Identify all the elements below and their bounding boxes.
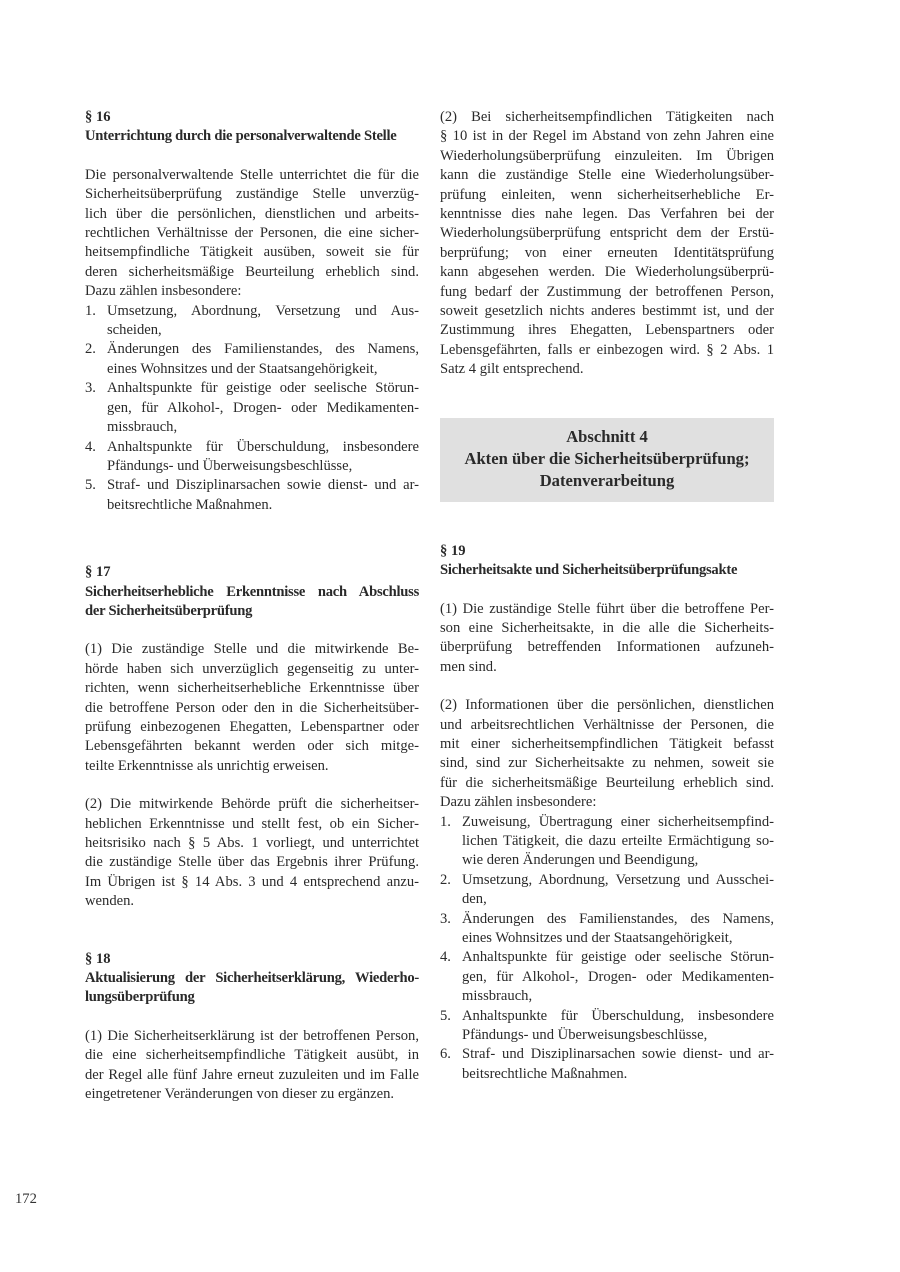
text-line: Zustimmung ihres Ehegatten, Lebenspartners oder (440, 322, 774, 339)
text-line: die zuständige Stelle über das Ergebnis ihrer Prüfung. (85, 854, 419, 871)
section-title (85, 583, 419, 622)
text-line: wenden. (85, 893, 135, 910)
list-item (440, 1045, 774, 1084)
text-line: lich über die persönlichen, dienstlichen und arbeits- (85, 205, 419, 222)
list-item (85, 379, 419, 437)
text-line: soweit gesetzlich nichts anderes bestimmt ist, und der (440, 303, 774, 320)
text-line: der Regel alle fünf Jahre erneut zuzuleiten und im Falle (85, 1066, 419, 1083)
chapter-heading-box (440, 418, 774, 502)
text-line: teilte Erkenntnisse als unrichtig erweisen. (85, 757, 329, 774)
list-item (440, 871, 774, 910)
text-line: sind, sind zur Sicherheitsakte zu nehmen, soweit sie (440, 755, 774, 772)
text-line: hörde haben sich unverzüglich gegenseitig zu unter- (85, 660, 419, 677)
text-line: (2) Bei sicherheitsempfindlichen Tätigkeiten nach (440, 109, 774, 125)
text-line: prüfung einbezogenen Ehegatten, Lebenspartner oder (85, 718, 419, 735)
title-line: lungsüberprüfung (85, 989, 195, 1006)
text-line: (1) Die zuständige Stelle führt über die betroffene Per- (440, 600, 774, 617)
text-line: (1) Die Sicherheitserklärung ist der betroffenen Person, (85, 1027, 419, 1044)
section-16 (85, 108, 419, 515)
section-16-intro (85, 166, 419, 302)
text-line: wie deren Änderungen und Beendigung, (462, 852, 699, 869)
list-item (440, 948, 774, 1006)
list-item (85, 476, 419, 515)
spacer (440, 502, 774, 542)
list-item (440, 1007, 774, 1046)
text-line: Umsetzung, Abordnung, Versetzung und Ausschei- (462, 871, 774, 888)
text-line: Anhaltspunkte für geistige oder seelische Störun- (462, 949, 774, 966)
list-number: 3. (440, 910, 451, 927)
text-line: Änderungen des Familienstandes, des Namens, (462, 910, 774, 927)
text-line: Anhaltspunkte für Überschuldung, insbesondere (462, 1007, 774, 1024)
text-line: missbrauch, (107, 419, 178, 436)
title-line: Aktualisierung der Sicherheitserklärung, Wiederho- (85, 970, 419, 987)
list-number: 5. (440, 1007, 451, 1024)
text-line: Zuweisung, Übertragung einer sicherheitsempfind- (462, 813, 774, 830)
text-line: für die sicherheitsmäßige Beurteilung erheblich sind. (440, 774, 774, 791)
list-number: 2. (85, 341, 96, 358)
text-line: (2) Die mitwirkende Behörde prüft die sicherheitser- (85, 796, 419, 813)
list-number: 5. (85, 477, 96, 494)
text-line: Straf- und Disziplinarsachen sowie dienst- und ar- (462, 1046, 774, 1063)
text-line: kann die zuständige Stelle eine Wiederholungsüber- (440, 167, 774, 184)
text-line: eines Wohnsitzes und der Staatsangehörigkeit, (107, 360, 378, 377)
title-line: der Sicherheitsüberprüfung (85, 602, 253, 619)
section-number: § 19 (440, 542, 466, 559)
text-line: Umsetzung, Abordnung, Versetzung und Aus- (107, 302, 419, 319)
text-line: beitsrechtliche Maßnahmen. (107, 496, 273, 513)
list-number: 4. (85, 438, 96, 455)
list-number: 1. (85, 302, 96, 319)
list-number: 4. (440, 949, 451, 966)
text-line: Anhaltspunkte für Überschuldung, insbesondere (107, 438, 419, 455)
list-item (85, 302, 419, 341)
text-line: überprüfung betreffenden Informationen aufzuneh- (440, 639, 774, 656)
text-line: richten, wenn sicherheitserhebliche Erkenntnisse über (85, 680, 419, 697)
left-column (85, 108, 419, 1104)
section-number: § 17 (85, 564, 111, 581)
list-item (440, 813, 774, 871)
section-17-para-2 (85, 795, 419, 911)
chapter-title-line: Datenverarbeitung (539, 470, 675, 490)
section-number: § 18 (85, 950, 111, 967)
chapter-title-line: Akten über die Sicherheitsüberprüfung; (464, 448, 750, 468)
section-19-list (440, 813, 774, 1085)
text-line: (1) Die zuständige Stelle und die mitwirkende Be- (85, 641, 419, 658)
list-item (85, 438, 419, 477)
text-line: Lebensgefährten, falls er einbezogen wird. § 2 Abs. 1 (440, 341, 774, 358)
section-17 (85, 563, 419, 912)
text-line: die betroffene Person oder den in die Sicherheitsüber- (85, 699, 419, 716)
text-line: kann abgesehen werden. Die Wiederholungsüberprü- (440, 264, 774, 281)
text-line: Satz 4 gilt entsprechend. (440, 361, 584, 378)
text-line: son eine Sicherheitsakte, in die alle die Sicherheits- (440, 619, 774, 636)
chapter-number: Abschnitt 4 (566, 426, 648, 446)
text-line: Änderungen des Familienstandes, des Namens, (107, 341, 419, 358)
section-title (85, 969, 419, 1008)
text-line: und arbeitsrechtlichen Verhältnisse der Personen, die (440, 716, 774, 733)
text-line: § 10 ist in der Regel im Abstand von zehn Jahren eine (440, 128, 774, 145)
section-19-para-2 (440, 696, 774, 812)
text-line: fung bedarf der Zustimmung der betroffenen Person, (440, 283, 774, 300)
text-line: heitsempfindliche Tätigkeit ausüben, soweit sie für (85, 244, 419, 261)
text-line: Pfändungs- und Überweisungsbeschlüsse, (462, 1027, 708, 1044)
text-line: deren sicherheitsmäßige Beurteilung erheblich sind. (85, 263, 419, 280)
text-line: rechtlichen Verhältnisse der Personen, die eine sicher- (85, 225, 419, 242)
text-line: Die personalverwaltende Stelle unterrichtet die für die (85, 166, 419, 183)
text-line: (2) Informationen über die persönlichen, dienstlichen (440, 697, 774, 714)
text-line: berprüfung; von einer erneuten Identitätsprüfung (440, 244, 774, 261)
text-line: Lebensgefährten bekannt werden oder sich mitge- (85, 738, 419, 755)
text-line: Wiederholungsüberprüfung einzuleiten. Im Übrigen (440, 147, 774, 164)
page-number: 172 (15, 1191, 37, 1207)
title-line: Unterrichtung durch die personalverwaltende Stelle (85, 128, 397, 145)
text-line: Dazu zählen insbesondere: (85, 283, 242, 300)
text-line: gen, für Alkohol-, Drogen- oder Medikamenten- (107, 399, 419, 416)
text-line: beitsrechtliche Maßnahmen. (462, 1065, 628, 1082)
text-line: heitsrisiko nach § 5 Abs. 1 vorliegt, und unterrichtet (85, 835, 419, 851)
text-line: lichen Tätigkeit, die dazu erteilte Ermächtigung so- (462, 832, 774, 849)
section-18-para-2 (440, 108, 774, 380)
text-line: eines Wohnsitzes und der Staatsangehörigkeit, (462, 930, 733, 946)
text-line: men sind. (440, 658, 497, 675)
text-line: gen, für Alkohol-, Drogen- oder Medikamenten- (462, 968, 774, 985)
section-title (85, 127, 419, 146)
list-number: 2. (440, 871, 451, 888)
section-19 (440, 542, 774, 1085)
text-line: Straf- und Disziplinarsachen sowie dienst- und ar- (107, 477, 419, 494)
right-column (440, 108, 774, 1084)
title-line: Sicherheitsakte und Sicherheitsüberprüfungsakte (440, 562, 738, 579)
text-line: prüfung einleiten, wenn sicherheitserhebliche Er- (440, 186, 774, 203)
text-line: die eine sicherheitsempfindliche Tätigkeit ausübt, in (85, 1047, 419, 1064)
text-line: Dazu zählen insbesondere: (440, 794, 597, 811)
text-line: Pfändungs- und Überweisungsbeschlüsse, (107, 457, 353, 474)
section-18-para-1 (85, 1027, 419, 1105)
text-line: Sicherheitsüberprüfung zuständige Stelle unverzüg- (85, 186, 419, 203)
text-line: missbrauch, (462, 988, 533, 1005)
section-17-para-1 (85, 640, 419, 776)
spacer (85, 515, 419, 563)
text-line: Wiederholungsüberprüfung entspricht dem der Erstü- (440, 225, 774, 242)
text-line: scheiden, (107, 322, 162, 339)
text-line: mit einer sicherheitsempfindlichen Tätigkeit befasst (440, 735, 774, 752)
text-line: kenntnisse dies nahe legen. Das Verfahren bei der (440, 206, 774, 223)
section-19-para-1 (440, 600, 774, 678)
text-line: Anhaltspunkte für geistige oder seelische Störun- (107, 380, 419, 397)
section-18 (85, 950, 419, 1105)
list-number: 3. (85, 380, 96, 397)
list-item (440, 910, 774, 949)
text-line: den, (462, 891, 487, 908)
text-line: heblichen Erkenntnisse und stellt fest, ob ein Sicher- (85, 815, 419, 832)
section-number: § 16 (85, 109, 111, 125)
text-line: eingetretener Veränderungen von dieser zu ergänzen. (85, 1086, 395, 1103)
title-line: Sicherheitserhebliche Erkenntnisse nach Abschluss (85, 583, 419, 600)
section-16-list (85, 302, 419, 515)
section-title (440, 561, 774, 580)
list-item (85, 340, 419, 379)
spacer (85, 912, 419, 950)
text-line: Im Übrigen ist § 14 Abs. 3 und 4 entsprechend anzu- (85, 873, 419, 890)
list-number: 1. (440, 813, 451, 830)
list-number: 6. (440, 1046, 451, 1063)
